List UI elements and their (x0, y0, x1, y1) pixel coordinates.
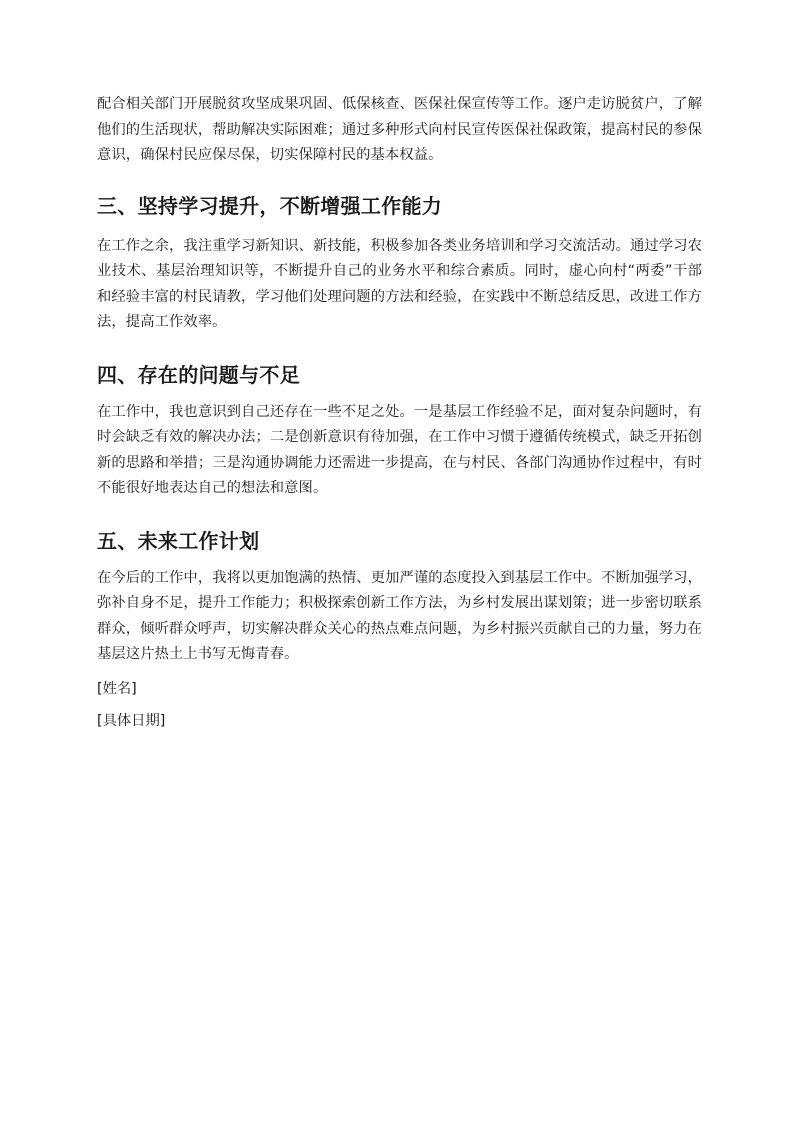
section-heading-problems: 四、存在的问题与不足 (97, 362, 300, 387)
section-body-problems: 在工作中，我也意识到自己还存在一些不足之处。一是基层工作经验不足，面对复杂问题时，有时会缺乏有效的解决办法；二是创新意识有待加强，在工作中习惯于遵循传统模式，缺乏开拓创新的思路和举措；三是沟通协调能力还需进一步提高，在与村民、各部门沟通协作过程中，有时不能很好地表达自己的想法和意图。 (97, 403, 702, 496)
signature-date: [具体日期] (97, 712, 166, 729)
section-body-future-plan: 在今后的工作中，我将以更加饱满的热情、更加严谨的态度投入到基层工作中。不断加强学习，弥补自身不足，提升工作能力；积极探索创新工作方法，为乡村发展出谋划策；进一步密切联系群众，倾听群众呼声，切实解决群众关心的热点难点问题，为乡村振兴贡献自己的力量，努力在基层这片热土上书写无悔青春。 (97, 569, 702, 662)
section-heading-learning: 三、坚持学习提升，不断增强工作能力 (97, 193, 443, 218)
section-heading-future-plan: 五、未来工作计划 (97, 528, 260, 553)
intro-paragraph: 配合相关部门开展脱贫攻坚成果巩固、低保核查、医保社保宣传等工作。逐户走访脱贫户，了解他们的生活现状，帮助解决实际困难；通过多种形式向村民宣传医保社保政策，提高村民的参保意识，确保村民应保尽保，切实保障村民的基本权益。 (97, 96, 702, 163)
document-page (97, 90, 702, 732)
section-body-learning: 在工作之余，我注重学习新知识、新技能，积极参加各类业务培训和学习交流活动。通过学习农业技术、基层治理知识等，不断提升自己的业务水平和综合素质。同时，虚心向村“两委”干部和经验丰富的村民请教，学习他们处理问题的方法和经验，在实践中不断总结反思，改进工作方法，提高工作效率。 (97, 237, 702, 330)
signature-name: [姓名] (97, 680, 137, 697)
